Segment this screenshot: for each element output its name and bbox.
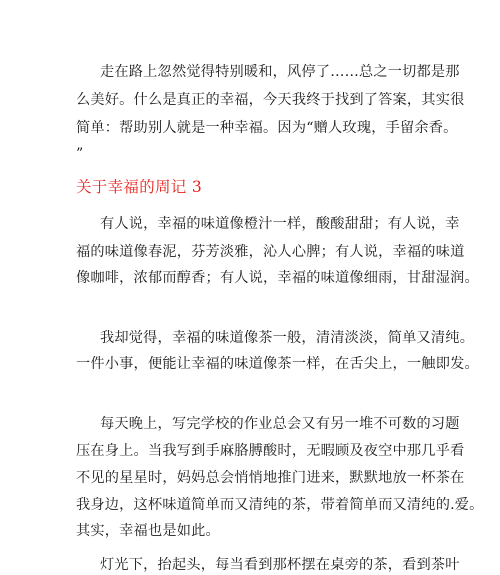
paragraph-1-line-4: ” — [76, 146, 84, 162]
paragraph-5-line-1: 灯光下，抬起头，每当看到那杯摆在桌旁的茶，看到茶叶 — [100, 557, 460, 573]
paragraph-4-line-4: 我身边，这杯味道简单而又清纯的茶，带着简单而又清纯的.爱。 — [76, 497, 484, 513]
paragraph-1-line-3: 简单：帮助别人就是一种幸福。因为“赠人玫瑰，手留余香。 — [76, 120, 458, 136]
paragraph-1-line-2: 么美好。什么是真正的幸福，今天我终于找到了答案，其实很 — [76, 92, 465, 108]
paragraph-2-line-1: 有人说，幸福的味道像橙汁一样，酸酸甜甜；有人说，幸 — [100, 216, 460, 232]
paragraph-4-line-3: 不见的星星时，妈妈总会悄悄地推门进来，默默地放一杯茶在 — [76, 470, 465, 486]
paragraph-1-line-1: 走在路上忽然觉得特别暖和，风停了……总之一切都是那 — [100, 64, 460, 80]
section-heading: 关于幸福的周记 3 — [76, 178, 202, 196]
paragraph-3-line-2: 一件小事，便能让幸福的味道像茶一样，在舌尖上，一触即发。 — [76, 356, 479, 372]
paragraph-4-line-2: 压在身上。当我写到手麻胳膊酸时，无暇顾及夜空中那几乎看 — [76, 443, 465, 459]
paragraph-3-line-1: 我却觉得，幸福的味道像茶一般，清清淡淡，简单又清纯。 — [100, 330, 475, 346]
paragraph-4-line-5: 其实，幸福也是如此。 — [76, 523, 220, 539]
paragraph-2-line-3: 像咖啡，浓郁而醇香；有人说，幸福的味道像细雨，甘甜湿润。 — [76, 270, 479, 286]
paragraph-4-line-1: 每天晚上，写完学校的作业总会又有另一堆不可数的习题 — [100, 416, 460, 432]
paragraph-2-line-2: 福的味道像春泥，芬芳淡雅，沁人心脾；有人说，幸福的味道 — [76, 244, 465, 260]
